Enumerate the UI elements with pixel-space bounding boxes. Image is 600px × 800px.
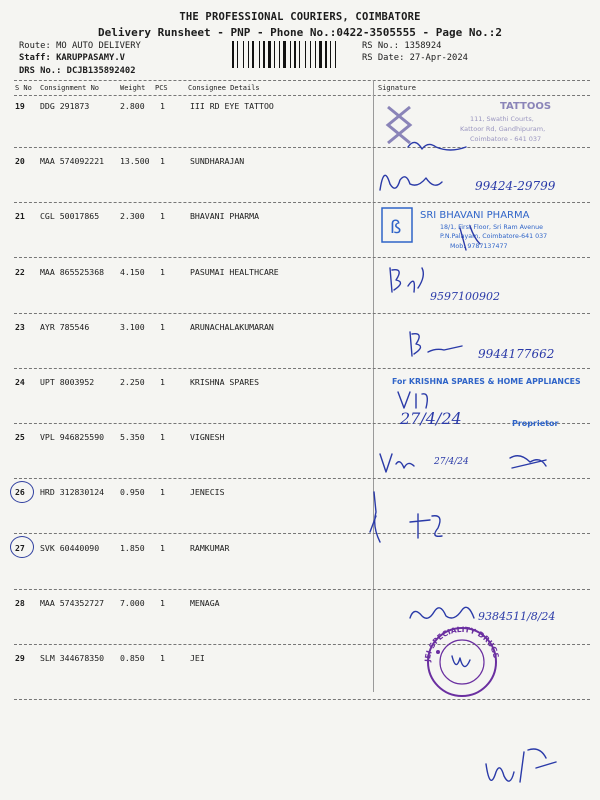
krishna-stamp	[370, 372, 590, 428]
barcode-bar	[307, 41, 309, 68]
barcode-bar	[328, 41, 329, 68]
tattoo-logo-icon	[388, 107, 410, 143]
row-sno: 19	[15, 101, 25, 111]
barcode-bar	[245, 41, 247, 68]
staff-label: Staff:	[19, 53, 51, 63]
signature-scribble	[380, 175, 442, 190]
bhavani-stamp	[370, 204, 590, 254]
barcode-bar	[261, 41, 262, 68]
row-sno: 22	[15, 266, 25, 277]
barcode-bar	[276, 41, 278, 68]
row-consignment-no: VPL 946825590	[40, 432, 105, 443]
krishna-stamp-name: For KRISHNA SPARES & HOME APPLIANCES	[392, 377, 581, 386]
svg-text:ß: ß	[390, 217, 402, 238]
handwritten-date: 27/4/24	[400, 409, 462, 428]
row-sno: 26	[15, 487, 25, 498]
row-weight: 2.800	[120, 101, 145, 111]
row-sno: 28	[15, 597, 25, 608]
signature-scribble	[390, 268, 423, 292]
row-pcs: 1	[160, 432, 165, 443]
signature-scribble	[410, 332, 462, 356]
row-pcs: 1	[160, 101, 165, 111]
signature-scribble	[398, 392, 427, 408]
signature-row-23	[370, 318, 590, 366]
barcode-bar	[315, 41, 316, 68]
row-consignment-no: MAA 865525368	[40, 266, 105, 277]
barcode-bar	[232, 41, 234, 68]
row-weight: 0.950	[120, 487, 145, 498]
col-pcs: PCS	[155, 84, 168, 92]
row-weight: 2.250	[120, 377, 145, 387]
col-signature: Signature	[378, 84, 416, 92]
signature-scribble	[408, 142, 466, 150]
row-weight: 13.500	[120, 156, 150, 167]
row-consignee: RAMKUMAR	[190, 542, 230, 553]
rs-date-label: RS Date:	[362, 53, 405, 63]
row-weight: 3.100	[120, 321, 145, 332]
barcode-bar	[266, 41, 267, 68]
col-weight: Weight	[120, 84, 146, 92]
barcode-bar	[319, 41, 322, 68]
row-sno: 27	[15, 542, 25, 553]
barcode-bar	[268, 41, 271, 68]
signature-row-19	[370, 97, 590, 153]
row-pcs: 1	[160, 266, 165, 277]
barcode-bar	[312, 41, 314, 68]
row-pcs: 1	[160, 156, 165, 167]
barcode-bar	[250, 41, 251, 68]
row-pcs: 1	[160, 542, 165, 553]
barcode-bar	[294, 41, 296, 68]
barcode-bar	[263, 41, 265, 68]
barcode-bar	[332, 41, 334, 68]
row-consignment-no: DDG 291873	[40, 101, 90, 111]
tattoo-stamp-addr1: 111, Swathi Courts,	[470, 115, 534, 123]
row-consignee: BHAVANI PHARMA	[190, 211, 260, 222]
row-pcs: 1	[160, 321, 165, 332]
barcode-bar	[243, 41, 244, 68]
barcode-bar	[279, 41, 280, 68]
staff-line	[19, 53, 125, 63]
row-weight: 7.000	[120, 597, 145, 608]
row-consignment-no: MAA 574352727	[40, 597, 105, 608]
tattoo-stamp	[370, 97, 590, 153]
row-separator	[14, 699, 590, 700]
barcode-bar	[297, 41, 298, 68]
barcode-bar	[255, 41, 258, 68]
staff-value: KARUPPASAMY.V	[56, 53, 125, 63]
row-sno: 25	[15, 432, 25, 443]
table-header-rule	[14, 95, 590, 96]
col-sno: S No	[15, 84, 32, 92]
barcode-bar	[305, 41, 306, 68]
jei-stamp	[370, 624, 590, 690]
row-weight: 5.350	[120, 432, 145, 443]
route-value: MO AUTO DELIVERY	[56, 41, 141, 51]
signature-scribble	[370, 492, 380, 542]
signature-scribble	[380, 454, 414, 472]
row-pcs: 1	[160, 377, 165, 387]
bhavani-stamp-phone: Mob: 9787137477	[450, 243, 508, 250]
signature-scribble	[410, 607, 474, 618]
runsheet-subtitle: Delivery Runsheet - PNP - Phone No.:0422-3505555 - Page No.:2	[98, 26, 502, 39]
row-consignment-no: AYR 785546	[40, 321, 90, 332]
row-consignee: KRISHNA SPARES	[190, 377, 260, 387]
row-consignee: III RD EYE TATTOO	[190, 101, 274, 111]
row-pcs: 1	[160, 653, 165, 663]
rs-date-value: 27-Apr-2024	[409, 53, 468, 63]
barcode-bar	[248, 41, 249, 68]
row-consignee: VIGNESH	[190, 432, 225, 443]
row-pcs: 1	[160, 597, 165, 608]
company-title: THE PROFESSIONAL COURIERS, COIMBATORE	[179, 11, 421, 23]
row-separator	[14, 313, 590, 314]
row-sno: 21	[15, 211, 25, 222]
row-weight: 2.300	[120, 211, 145, 222]
signature-scribble	[410, 514, 442, 538]
rs-no-line	[362, 41, 441, 51]
row-consignee: JENECIS	[190, 487, 225, 498]
row-sno: 24	[15, 377, 25, 387]
row-sno: 23	[15, 321, 25, 332]
tattoo-stamp-addr3: Coimbatore - 641 037	[470, 135, 542, 143]
signature-row-21	[370, 204, 590, 254]
row-sno: 29	[15, 653, 25, 663]
bottom-signature-scribble	[480, 742, 570, 796]
signature-row-22	[370, 258, 590, 306]
barcode-bar	[287, 41, 289, 68]
barcode-bar	[235, 41, 236, 68]
row-consignment-no: SVK 60440090	[40, 542, 100, 553]
rs-no-label: RS No.:	[362, 41, 400, 51]
barcode-bar	[239, 41, 242, 68]
row-consignee: ARUNACHALAKUMARAN	[190, 321, 274, 332]
signature-row-29	[370, 624, 590, 690]
barcode-bar	[292, 41, 293, 68]
circle-mark-27	[10, 536, 34, 558]
barcode-bar	[330, 41, 331, 68]
barcode-bar	[283, 41, 286, 68]
row-consignee: PASUMAI HEALTHCARE	[190, 266, 279, 277]
row-weight: 0.850	[120, 653, 145, 663]
barcode-bar	[272, 41, 273, 68]
krishna-stamp-role: Proprietor	[512, 419, 559, 428]
tattoo-stamp-addr2: Kattoor Rd, Gandhipuram,	[460, 125, 546, 133]
signature-row-24	[370, 372, 590, 428]
rs-no-value: 1358924	[404, 41, 442, 51]
row-consignee: SUNDHARAJAN	[190, 156, 245, 167]
signature-row-25	[370, 438, 590, 486]
row-pcs: 1	[160, 211, 165, 222]
row-consignment-no: CGL 50017865	[40, 211, 100, 222]
barcode-bar	[317, 41, 318, 68]
signature-row-26	[370, 492, 590, 548]
handwritten-phone: 9944177662	[478, 347, 555, 361]
row-weight: 4.150	[120, 266, 145, 277]
route-label: Route:	[19, 41, 51, 51]
col-consignment: Consignment No	[40, 84, 100, 92]
row-sno: 20	[15, 156, 25, 167]
handwritten-phone: 9597100902	[430, 290, 500, 303]
row-separator	[14, 368, 590, 369]
barcode-bar	[323, 41, 324, 68]
barcode-bar	[335, 41, 336, 68]
row-consignment-no: UPT 8003952	[40, 377, 95, 387]
barcode-bar	[274, 41, 275, 68]
barcode-bar	[252, 41, 254, 68]
row-consignment-no: HRD 312830124	[40, 487, 105, 498]
circle-mark-26	[10, 481, 34, 503]
drs-line	[19, 66, 136, 76]
signature-row-20	[370, 154, 590, 202]
route-line	[19, 41, 141, 51]
row-consignment-no: SLM 344678350	[40, 653, 105, 663]
col-consignee: Consignee Details	[188, 84, 260, 92]
table-top-rule	[14, 80, 590, 81]
bhavani-stamp-addr2: P.N.Palayam, Coimbatore-641 037	[440, 233, 548, 240]
barcode-bar	[337, 41, 340, 68]
bhavani-stamp-name: SRI BHAVANI PHARMA	[420, 210, 530, 221]
handwritten-date: 27/4/24	[434, 457, 469, 467]
bhavani-stamp-addr1: 18/1, First Floor, Sri Ram Avenue	[440, 224, 544, 231]
barcode-bar	[259, 41, 260, 68]
tattoo-stamp-name: TATTOOS	[500, 101, 552, 112]
rs-date-line	[362, 53, 468, 63]
barcode-bar	[301, 41, 304, 68]
barcode-bar	[290, 41, 291, 68]
row-consignee: MENAGA	[190, 597, 220, 608]
row-consignment-no: MAA 574092221	[40, 156, 105, 167]
barcode-bar	[325, 41, 327, 68]
jei-stamp-text: JEI SPECIALITY DRUGS	[422, 624, 501, 663]
row-pcs: 1	[160, 487, 165, 498]
handwritten-phone: 99424-29799	[475, 179, 556, 193]
barcode-bar	[237, 41, 238, 68]
drs-label: DRS No.:	[19, 66, 62, 76]
barcode	[232, 41, 354, 68]
signature-scribble	[452, 656, 470, 667]
strike-scribble	[510, 456, 546, 468]
row-consignee: JEI	[190, 653, 205, 663]
row-weight: 1.850	[120, 542, 145, 553]
barcode-bar	[299, 41, 300, 68]
handwritten-number: 9384511/8/24	[478, 610, 556, 623]
barcode-bar	[281, 41, 282, 68]
barcode-bar	[310, 41, 311, 68]
drs-value: DCJB135892402	[66, 66, 136, 76]
